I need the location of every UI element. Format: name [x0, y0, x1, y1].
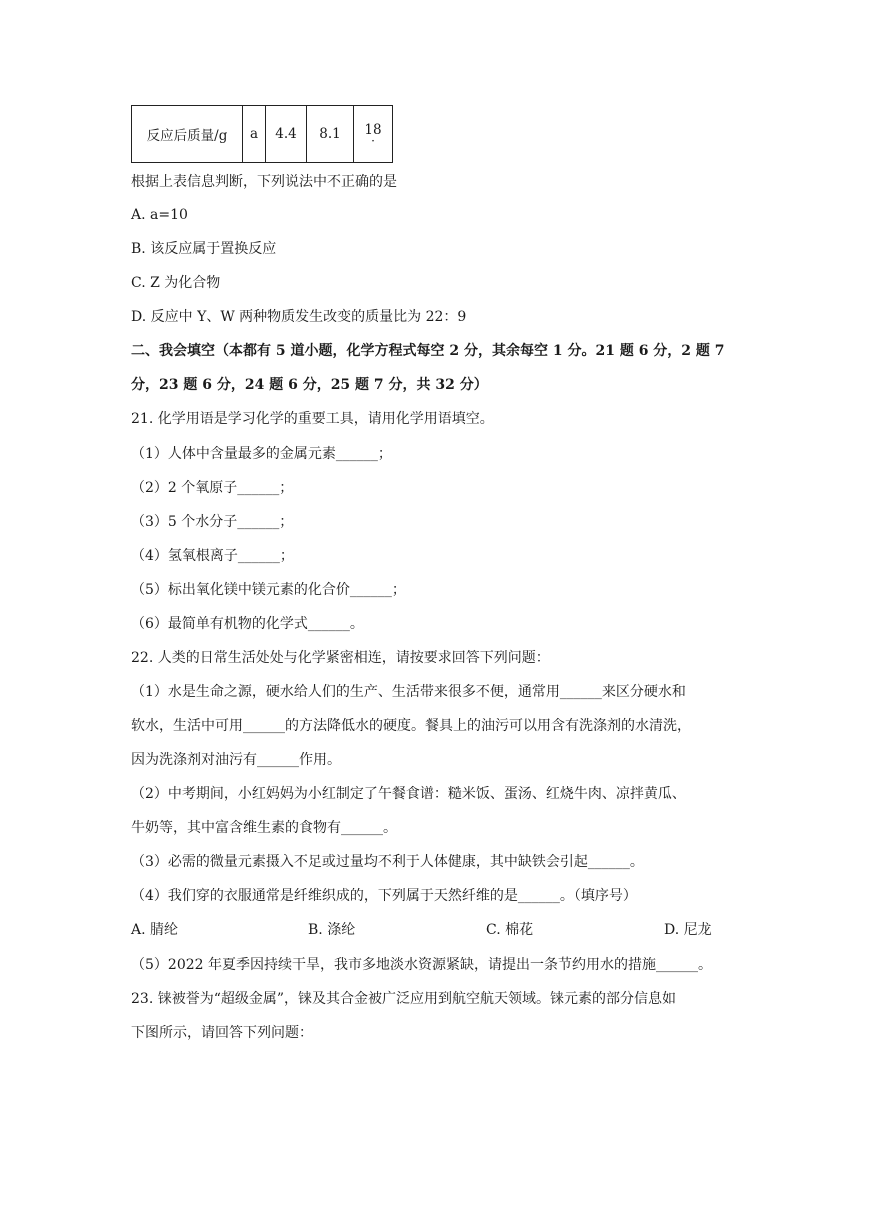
question-21-item: （5）标出氧化镁中镁元素的化合价______；: [131, 582, 406, 598]
question-20-option-b: B. 该反应属于置换反应: [131, 241, 277, 257]
question-20-option-d: D. 反应中 Y、W 两种物质发生改变的质量比为 22：9: [131, 309, 467, 325]
question-22-part-5: （5）2022 年夏季因持续干旱，我市多地淡水资源紧缺，请提出一条节约用水的措施______。: [131, 957, 712, 973]
question-21-item: （2）2 个氧原子______；: [131, 480, 294, 496]
question-22-stem: 22. 人类的日常生活处处与化学紧密相连，请按要求回答下列问题：: [131, 650, 550, 666]
question-22-part-2: 牛奶等，其中富含维生素的食物有______。: [131, 820, 397, 836]
table-cell: a: [243, 106, 266, 163]
question-20-option-c: C. Z 为化合物: [131, 275, 221, 291]
question-21-item: （4）氢氧根离子______；: [131, 548, 294, 564]
option-c: C. 棉花: [486, 922, 534, 938]
table-row-label: 反应后质量/g: [132, 106, 243, 163]
table-cell: 4.4: [266, 106, 307, 163]
question-22-part-1: 因为洗涤剂对油污有______作用。: [131, 752, 341, 768]
question-21-stem: 21. 化学用语是学习化学的重要工具，请用化学用语填空。: [131, 411, 494, 427]
option-d: D. 尼龙: [664, 922, 712, 938]
section-heading-line-2: 分，23 题 6 分，24 题 6 分，25 题 7 分，共 32 分）: [131, 377, 488, 393]
question-20-option-a: A. a=10: [131, 207, 188, 223]
question-21-item: （1）人体中含量最多的金属元素______；: [131, 446, 392, 462]
question-22-part-4: （4）我们穿的衣服通常是纤维织成的，下列属于天然纤维的是______。（填序号）: [131, 888, 637, 904]
reaction-mass-table: [131, 105, 393, 163]
table-cell: 8.1: [307, 106, 354, 163]
table-cell-dot: ·: [371, 134, 375, 148]
section-heading-line-1: 二、我会填空（本都有 5 道小题，化学方程式每空 2 分，其余每空 1 分。21 题 6 分，2 题 7: [131, 343, 725, 359]
table-cell-value: 18: [364, 122, 382, 138]
question-22-part-1: （1）水是生命之源，硬水给人们的生产、生活带来很多不便，通常用______来区分硬水和: [131, 684, 686, 700]
table-cell: [354, 106, 393, 163]
question-22-part-3: （3）必需的微量元素摄入不足或过量均不利于人体健康，其中缺铁会引起______。: [131, 854, 644, 870]
question-20-stem: 根据上表信息判断，下列说法中不正确的是: [131, 174, 397, 190]
question-23-line-2: 下图所示，请回答下列问题：: [131, 1025, 313, 1041]
question-22-part-1: 软水，生活中可用______的方法降低水的硬度。餐具上的油污可以用含有洗涤剂的水清洗，: [131, 718, 691, 734]
option-a: A. 腈纶: [131, 922, 179, 938]
question-21-item: （6）最简单有机物的化学式______。: [131, 616, 364, 632]
table-row: [132, 106, 393, 163]
question-22-part-4-options: [131, 920, 731, 940]
question-23-line-1: 23. 铼被誉为“超级金属”，铼及其合金被广泛应用到航空航天领域。铼元素的部分信息如: [131, 991, 677, 1007]
question-21-item: （3）5 个水分子______；: [131, 514, 294, 530]
question-22-part-2: （2）中考期间，小红妈妈为小红制定了午餐食谱：糙米饭、蛋汤、红烧牛肉、凉拌黄瓜、: [131, 786, 686, 802]
option-b: B. 涤纶: [308, 922, 356, 938]
